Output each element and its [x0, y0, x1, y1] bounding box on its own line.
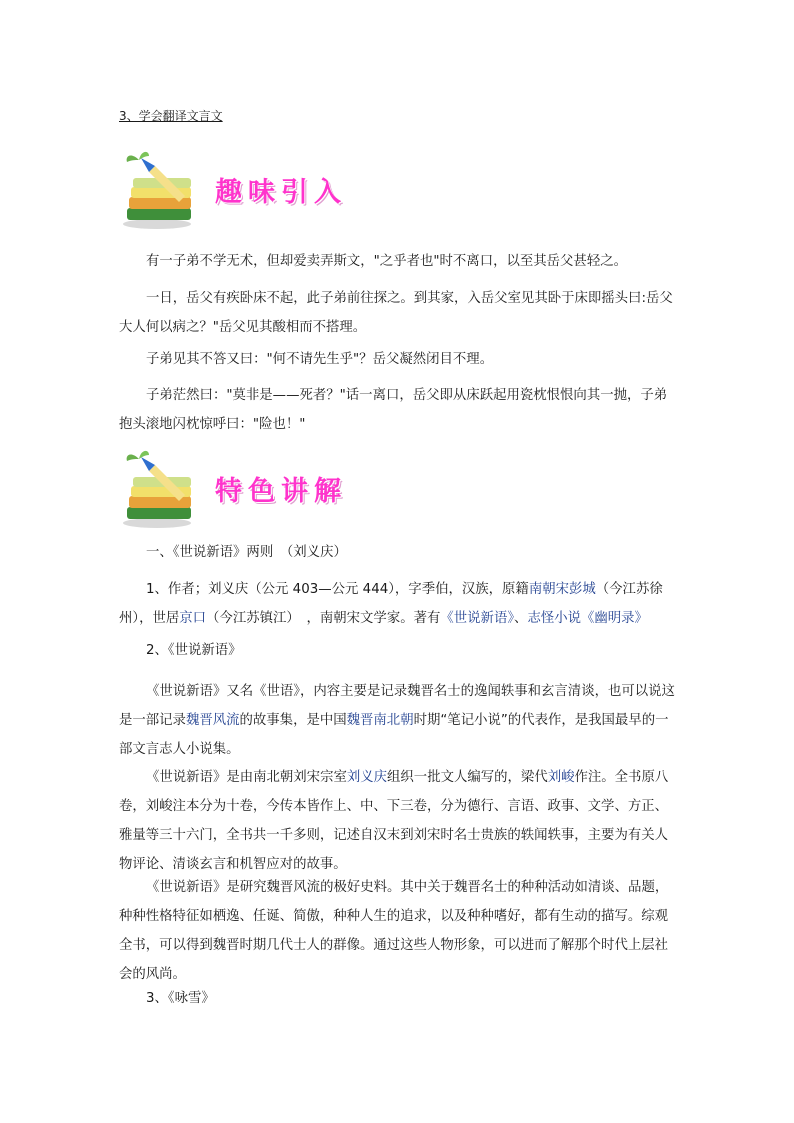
- books-pencil-icon: [119, 150, 209, 230]
- story-paragraph-4: 子弟茫然曰："莫非是——死者？"话一离口，岳父即从床跃起用瓷枕恨恨向其一抛，子弟抱头滚地闪枕惊呼曰："险也！": [119, 388, 668, 432]
- explain-title-1: 一、《世说新语》两则 （刘义庆）: [146, 545, 347, 560]
- link-weijin-fengliu[interactable]: 魏晋风流: [185, 713, 240, 728]
- books-pencil-icon: [119, 449, 209, 529]
- story-paragraph-3: 子弟见其不答又曰："何不请先生乎"？岳父凝然闭目不理。: [146, 352, 494, 367]
- banner-intro: [119, 150, 379, 228]
- section-heading: 3、学会翻译文言文: [119, 109, 223, 123]
- link-youming-lu[interactable]: 《幽明录》: [581, 611, 648, 626]
- link-nanbeichao[interactable]: 南北朝: [373, 713, 414, 728]
- explain-title-3: 3、《咏雪》: [146, 991, 215, 1006]
- story-paragraph-1: 有一子弟不学无术，但却爱卖弄斯文，"之乎者也"时不离口，以至其岳父甚轻之。: [146, 254, 627, 269]
- link-liu-yiqing[interactable]: 刘义庆: [346, 770, 388, 785]
- story-paragraph-2: 一日，岳父有疾卧床不起，此子弟前往探之。到其家，入岳父室见其卧于床即摇头曰:岳父大人何以病之？"岳父见其酸相而不搭理。: [119, 291, 673, 335]
- explain-title-2: 2、《世说新语》: [146, 643, 242, 658]
- banner-intro-title: 趣味引入: [215, 177, 347, 208]
- link-nanchao-song[interactable]: 南朝宋: [528, 582, 569, 597]
- link-shishuo-xinyu[interactable]: 《世说新语》: [440, 611, 515, 626]
- explain-paragraph-2: 《世说新语》是由南北朝刘宋宗室刘义庆组织一批文人编写的，梁代刘峻作注。全书原八卷，刘峻注本分为十卷，今传本皆作上、中、下三卷，分为德行、言语、政事、文学、方正、雅量等三十六门，全书共一千多则，记述自汉末到刘宋时名士贵族的轶闻轶事，主要为有关人物评论、清谈玄言和机智应对的故事。: [119, 770, 669, 872]
- explain-paragraph-1: 《世说新语》又名《世语》，内容主要是记录魏晋名士的逸闻轶事和玄言清谈，也可以说这是一部记录魏晋风流的故事集，是中国魏晋南北朝时期“笔记小说”的代表作，是我国最早的一部文言志人小说集。: [119, 684, 675, 757]
- link-jingkou[interactable]: 京口: [179, 611, 207, 626]
- link-zhiguai-xiaoshuo[interactable]: 志怪小说: [527, 611, 581, 626]
- author-paragraph: 1、作者；刘义庆（公元 403—公元 444），字季伯，汉族，原籍南朝宋彭城（今江苏徐州），世居京口（今江苏镇江） ，南朝宋文学家。著有《世说新语》、志怪小说《幽明录》: [119, 582, 663, 626]
- link-pengcheng[interactable]: 彭城: [569, 582, 596, 597]
- banner-explain: [119, 449, 379, 527]
- explain-paragraph-3: 《世说新语》是研究魏晋风流的极好史料。其中关于魏晋名士的种种活动如清谈、品题，种种性格特征如栖逸、任诞、简傲，种种人生的追求，以及种种嗜好，都有生动的描写。综观全书，可以得到魏晋时期几代士人的群像。通过这些人物形象，可以进而了解那个时代上层社会的风尚。: [119, 880, 669, 982]
- link-liu-jun[interactable]: 刘峻: [547, 770, 575, 785]
- banner-explain-title: 特色讲解: [215, 476, 347, 507]
- link-weijin[interactable]: 魏晋: [346, 713, 374, 728]
